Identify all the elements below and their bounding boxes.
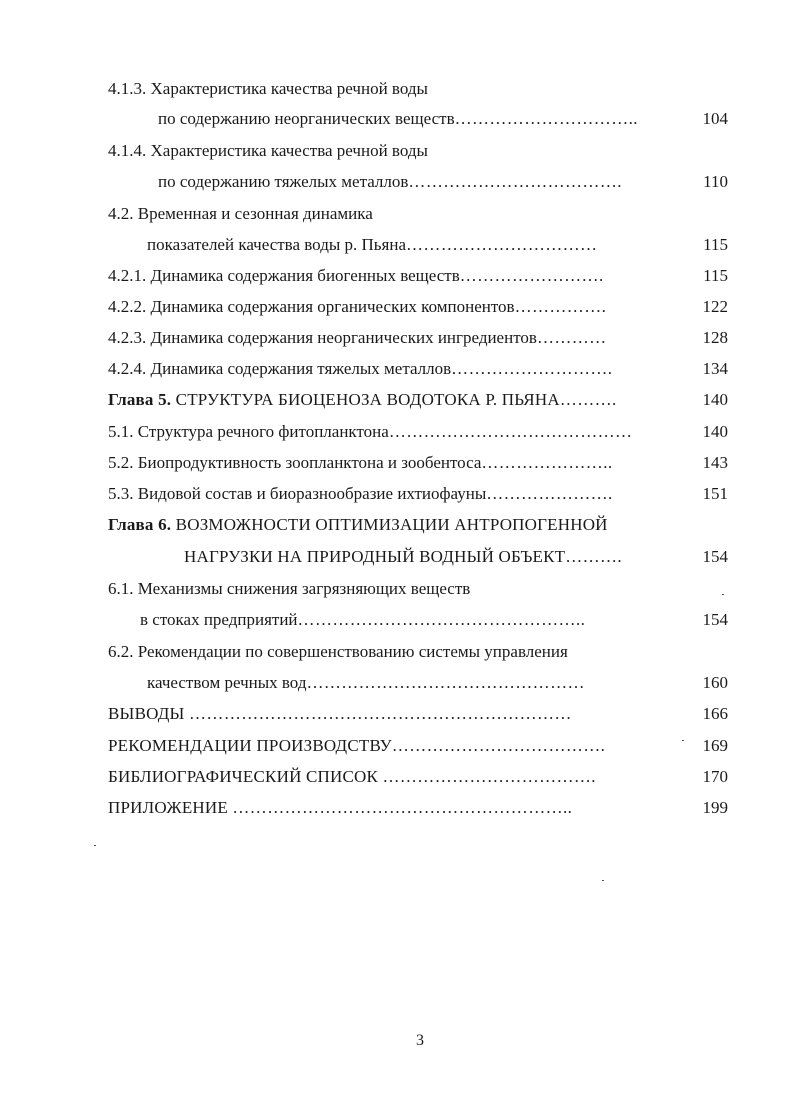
toc-entry-title: 4.2.4. Динамика содержания тяжелых металлов………………………. bbox=[108, 359, 613, 378]
toc-page-number: 160 bbox=[702, 673, 728, 692]
leader-dots: ………………………………………….. bbox=[297, 610, 586, 629]
toc-entry-title: 6.2. Рекомендации по совершенствованию системы управления bbox=[108, 642, 568, 661]
toc-entry-title: РЕКОМЕНДАЦИИ ПРОИЗВОДСТВУ………………………………. bbox=[108, 736, 606, 755]
toc-entry-title-cont: показателей качества воды р. Пьяна…………………………… bbox=[147, 235, 598, 254]
toc-entry-title: 4.2.2. Динамика содержания органических компонентов……………. bbox=[108, 297, 607, 316]
leader-dots: …………………………… bbox=[406, 235, 598, 254]
toc-page-number: 122 bbox=[702, 297, 728, 316]
leader-dots: ……………………. bbox=[459, 266, 604, 285]
leader-dots: ………………………………………………………… bbox=[189, 704, 572, 723]
toc-chapter-title: Глава 5. СТРУКТУРА БИОЦЕНОЗА ВОДОТОКА Р. ПЬЯНА………. bbox=[108, 390, 617, 409]
leader-dots: ………………………………. bbox=[408, 172, 622, 191]
toc-page-number: 170 bbox=[702, 767, 728, 786]
toc-entry-title: БИБЛИОГРАФИЧЕСКИЙ СПИСОК ………………………………. bbox=[108, 767, 596, 786]
toc-page-number: 115 bbox=[703, 235, 728, 254]
leader-dots: ………………………….. bbox=[454, 109, 638, 128]
toc-page-number: 110 bbox=[703, 172, 728, 191]
leader-dots: ………………………………………… bbox=[306, 673, 585, 692]
chapter-label: Глава 6. bbox=[108, 515, 172, 534]
toc-entry-title: 4.2. Временная и сезонная динамика bbox=[108, 204, 373, 223]
leader-dots: ………. bbox=[559, 390, 617, 409]
scan-speck bbox=[602, 880, 604, 881]
toc-page-number: 140 bbox=[702, 422, 728, 441]
toc-page-number: 154 bbox=[702, 547, 728, 566]
page-number: 3 bbox=[416, 1032, 424, 1049]
toc-page-number: 199 bbox=[702, 798, 728, 817]
toc-page-number: 134 bbox=[702, 359, 728, 378]
leader-dots: ………………………………. bbox=[382, 767, 596, 786]
toc-entry-title: 5.1. Структура речного фитопланктона…………………………………… bbox=[108, 422, 633, 441]
toc-page-number: 128 bbox=[702, 328, 728, 347]
toc-entry-title: 5.3. Видовой состав и биоразнообразие ихтиофауны…………………. bbox=[108, 484, 613, 503]
leader-dots: ………. bbox=[565, 547, 623, 566]
toc-page-number: 143 bbox=[702, 453, 728, 472]
toc-chapter-title-cont: НАГРУЗКИ НА ПРИРОДНЫЙ ВОДНЫЙ ОБЪЕКТ………. bbox=[184, 547, 623, 566]
leader-dots: ………………………. bbox=[451, 359, 613, 378]
leader-dots: ………………………………………………….. bbox=[232, 798, 573, 817]
toc-page-number: 169 bbox=[702, 736, 728, 755]
toc-page-number: 166 bbox=[702, 704, 728, 723]
scan-speck bbox=[682, 740, 684, 741]
leader-dots: …………………………………… bbox=[388, 422, 633, 441]
toc-entry-title-cont: по содержанию неорганических веществ………………………….. bbox=[158, 109, 638, 128]
toc-entry-title: 4.1.4. Характеристика качества речной воды bbox=[108, 141, 428, 160]
scan-speck bbox=[94, 845, 96, 846]
toc-entry-title: 6.1. Механизмы снижения загрязняющих веществ bbox=[108, 579, 471, 598]
toc-page-number: 115 bbox=[703, 266, 728, 285]
leader-dots: ………… bbox=[536, 328, 607, 347]
chapter-label: Глава 5. bbox=[108, 390, 172, 409]
leader-dots: …………………. bbox=[486, 484, 613, 503]
toc-entry-title: 4.1.3. Характеристика качества речной воды bbox=[108, 79, 428, 98]
toc-entry-title-cont: качеством речных вод………………………………………… bbox=[147, 673, 585, 692]
toc-entry-title: 5.2. Биопродуктивность зоопланктона и зообентоса………………….. bbox=[108, 453, 613, 472]
toc-page-number: 151 bbox=[702, 484, 728, 503]
leader-dots: ………………………………. bbox=[391, 736, 606, 755]
leader-dots: ……………. bbox=[514, 297, 607, 316]
toc-page-number: 140 bbox=[702, 390, 728, 409]
toc-entry-title-cont: по содержанию тяжелых металлов………………………………. bbox=[158, 172, 622, 191]
toc-entry-title: 4.2.3. Динамика содержания неорганических ингредиентов………… bbox=[108, 328, 607, 347]
toc-entry-title-cont: в стоках предприятий………………………………………….. bbox=[140, 610, 586, 629]
toc-page-number: 154 bbox=[702, 610, 728, 629]
toc-chapter-title: Глава 6. ВОЗМОЖНОСТИ ОПТИМИЗАЦИИ АНТРОПОГЕННОЙ bbox=[108, 515, 608, 534]
toc-entry-title: ВЫВОДЫ ………………………………………………………… bbox=[108, 704, 572, 723]
leader-dots: ………………….. bbox=[481, 453, 613, 472]
scan-speck bbox=[722, 594, 724, 595]
toc-entry-title: ПРИЛОЖЕНИЕ ………………………………………………….. bbox=[108, 798, 573, 817]
toc-page-number: 104 bbox=[702, 109, 728, 128]
toc-entry-title: 4.2.1. Динамика содержания биогенных веществ……………………. bbox=[108, 266, 604, 285]
